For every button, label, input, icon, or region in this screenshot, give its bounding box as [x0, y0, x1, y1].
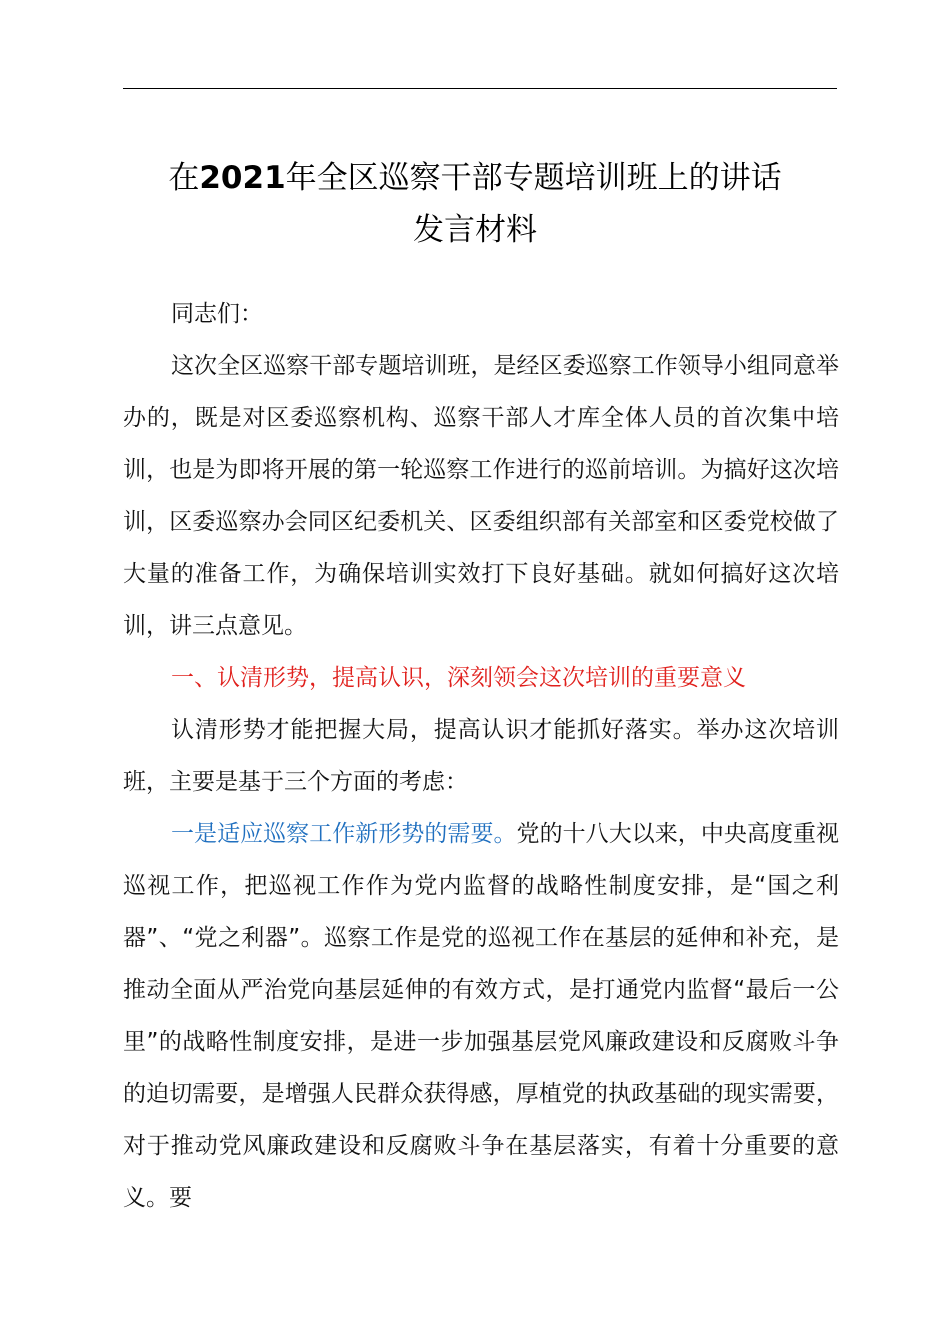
- point-one-paragraph: [123, 808, 839, 1224]
- title-prefix: 在: [168, 160, 200, 196]
- section-heading: 一、认清形势，提高认识，深刻领会这次培训的重要意义: [171, 665, 746, 691]
- intro-paragraph: 这次全区巡察干部专题培训班，是经区委巡察工作领导小组同意举办的，既是对区委巡察机构、巡察干部人才库全体人员的首次集中培训，也是为即将开展的第一轮巡察工作进行的巡前培训。为搞好这次培训，区委巡察办会同区纪委机关、区委组织部有关部室和区委党校做了大量的准备工作，为确保培训实效打下良好基础。就如何搞好这次培训，讲三点意见。: [123, 353, 839, 639]
- title-line1-rest: 年全区巡察干部专题培训班上的讲话: [285, 160, 782, 196]
- document-body: [123, 288, 839, 1224]
- salutation: 同志们：: [171, 301, 263, 327]
- document-title-line-1: [100, 158, 850, 198]
- point-one-text: 党的十八大以来，中央高度重视巡视工作，把巡视工作作为党内监督的战略性制度安排，是“国之利器”、“党之利器”。巡察工作是党的巡视工作在基层的延伸和补充，是推动全面从严治党向基层延伸的有效方式，是打通党内监督“最后一公里”的战略性制度安排，是进一步加强基层党风廉政建设和反腐败斗争的迫切需要，是增强人民群众获得感，厚植党的执政基础的现实需要，对于推动党风廉政建设和反腐败斗争在基层落实，有着十分重要的意义。要: [123, 821, 840, 1211]
- point-one-lead: 一是适应巡察工作新形势的需要。: [171, 821, 517, 847]
- section-intro-paragraph: 认清形势才能把握大局，提高认识才能抓好落实。举办这次培训班，主要是基于三个方面的考虑：: [123, 717, 839, 795]
- document-title-line-2: 发言材料: [413, 212, 537, 248]
- header-rule: [123, 88, 837, 89]
- title-year: 2021: [199, 160, 286, 196]
